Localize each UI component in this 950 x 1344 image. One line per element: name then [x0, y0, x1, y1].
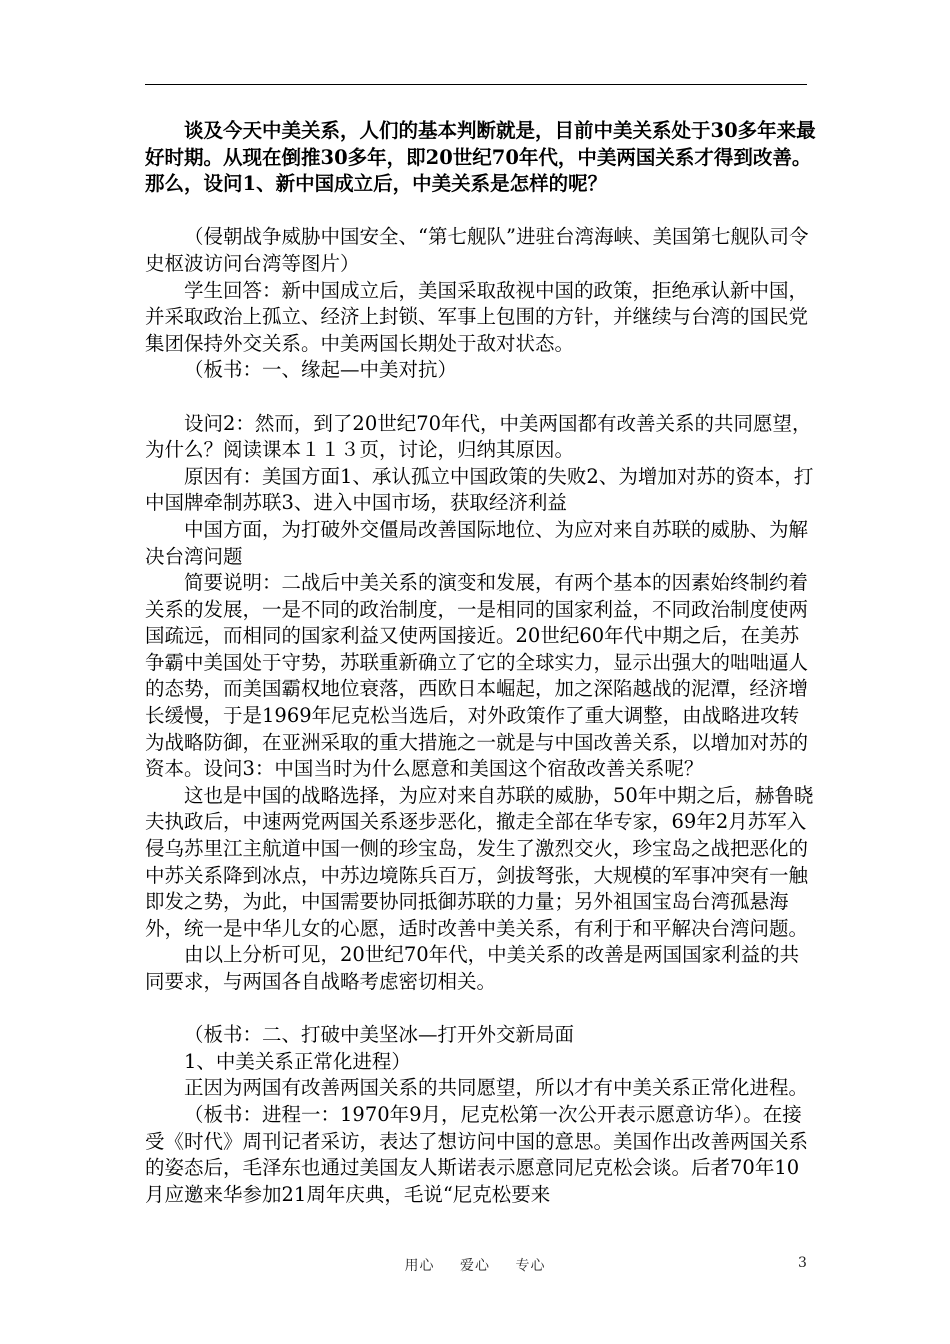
paragraph-brief-explanation: 简要说明：二战后中美关系的演变和发展，有两个基本的因素始终制约着关系的发展，一是不同的政治制度，一是相同的国家利益，不同政治制度使两国疏远，而相同的国家利益又使两国接近。20世纪60年代中期之后，在美苏争霸中美国处于守势，苏联重新确立了它的全球实力，显示出强大的咄咄逼人的态势，而美国霸权地位衰落，西欧日本崛起，加之深陷越战的泥潭，经济增长缓慢，于是1969年尼克松当选后，对外政策作了重大调整，由战略进攻转为战略防御，在亚洲采取的重大措施之一就是与中国改善关系，以增加对苏的资本。设问3：中国当时为什么愿意和美国这个宿敌改善关系呢？	[145, 571, 809, 781]
paragraph-china-strategy: 这也是中国的战略选择，为应对来自苏联的威胁，50年中期之后，赫鲁晓夫执政后，中速两党两国关系逐步恶化，撤走全部在华专家，69年2月苏军入侵乌苏里江主航道中国一侧的珍宝岛，发生了激烈交火，珍宝岛之战把恶化的中苏关系降到冰点，中苏边境陈兵百万，剑拔弩张，大规模的军事冲突有一触即发之势，为此，中国需要协同抵御苏联的力量；另外祖国宝岛台湾孤悬海外，统一是中华儿女的心愿，适时改善中美关系，有利于和平解决台湾问题。	[145, 783, 814, 940]
paragraph-gap	[145, 384, 817, 411]
footer-motto-2: 爱心	[460, 1258, 490, 1274]
paragraph-board-note-2: （板书：二、打破中美坚冰—打开外交新局面	[184, 1023, 575, 1047]
document-body	[145, 118, 817, 1208]
page-number: 3	[798, 1255, 807, 1271]
header-rule	[145, 84, 807, 85]
paragraph-conclusion: 由以上分析可见，20世纪70年代，中美关系的改善是两国国家利益的共同要求，与两国各自战略考虑密切相关。	[145, 943, 800, 993]
paragraph-gap	[145, 198, 817, 225]
paragraph-image-note: （侵朝战争威胁中国安全、“第七舰队”进驻台湾海峡、美国第七舰队司令史枢波访问台湾等图片）	[145, 225, 809, 275]
paragraph-intro: 谈及今天中美关系，人们的基本判断就是，目前中美关系处于30多年来最好时期。从现在倒推30多年，即20世纪70年代，中美两国关系才得到改善。那么，设问1、新中国成立后，中美关系是怎样的呢？	[145, 119, 816, 196]
paragraph-student-answer: 学生回答：新中国成立后，美国采取敌视中国的政策，拒绝承认新中国，并采取政治上孤立、经济上封锁、军事上包围的方针，并继续与台湾的国民党集团保持外交关系。中美两国长期处于敌对状态。	[145, 278, 809, 355]
footer-motto-3: 专心	[515, 1258, 546, 1274]
footer-motto	[0, 1255, 950, 1275]
paragraph-board-note-1: （板书：一、缘起—中美对抗）	[184, 358, 458, 382]
paragraph-question-2: 设问2：然而，到了20世纪70年代，中美两国都有改善关系的共同愿望，为什么？阅读课本１１３页，讨论，归纳其原因。	[145, 411, 812, 462]
paragraph-section-heading: 1、中美关系正常化进程）	[184, 1049, 411, 1073]
footer-motto-1: 用心	[404, 1258, 435, 1274]
paragraph-gap	[145, 996, 817, 1023]
paragraph-normalization: 正因为两国有改善两国关系的共同愿望，所以才有中美关系正常化进程。	[184, 1076, 809, 1100]
paragraph-process-one: （板书：进程一：1970年9月，尼克松第一次公开表示愿意访华）。在接受《时代》周刊记者采访，表达了想访问中国的意思。美国作出改善两国关系的姿态后，毛泽东也通过美国友人斯诺表示愿意同尼克松会谈。后者70年10月应邀来华参加21周年庆典，毛说“尼克松要来	[145, 1102, 809, 1206]
paragraph-reasons-us: 原因有：美国方面1、承认孤立中国政策的失败2、为增加对苏的资本，打中国牌牵制苏联3、进入中国市场，获取经济利益	[145, 464, 814, 515]
paragraph-reasons-china: 中国方面，为打破外交僵局改善国际地位、为应对来自苏联的威胁、为解决台湾问题	[145, 517, 809, 568]
